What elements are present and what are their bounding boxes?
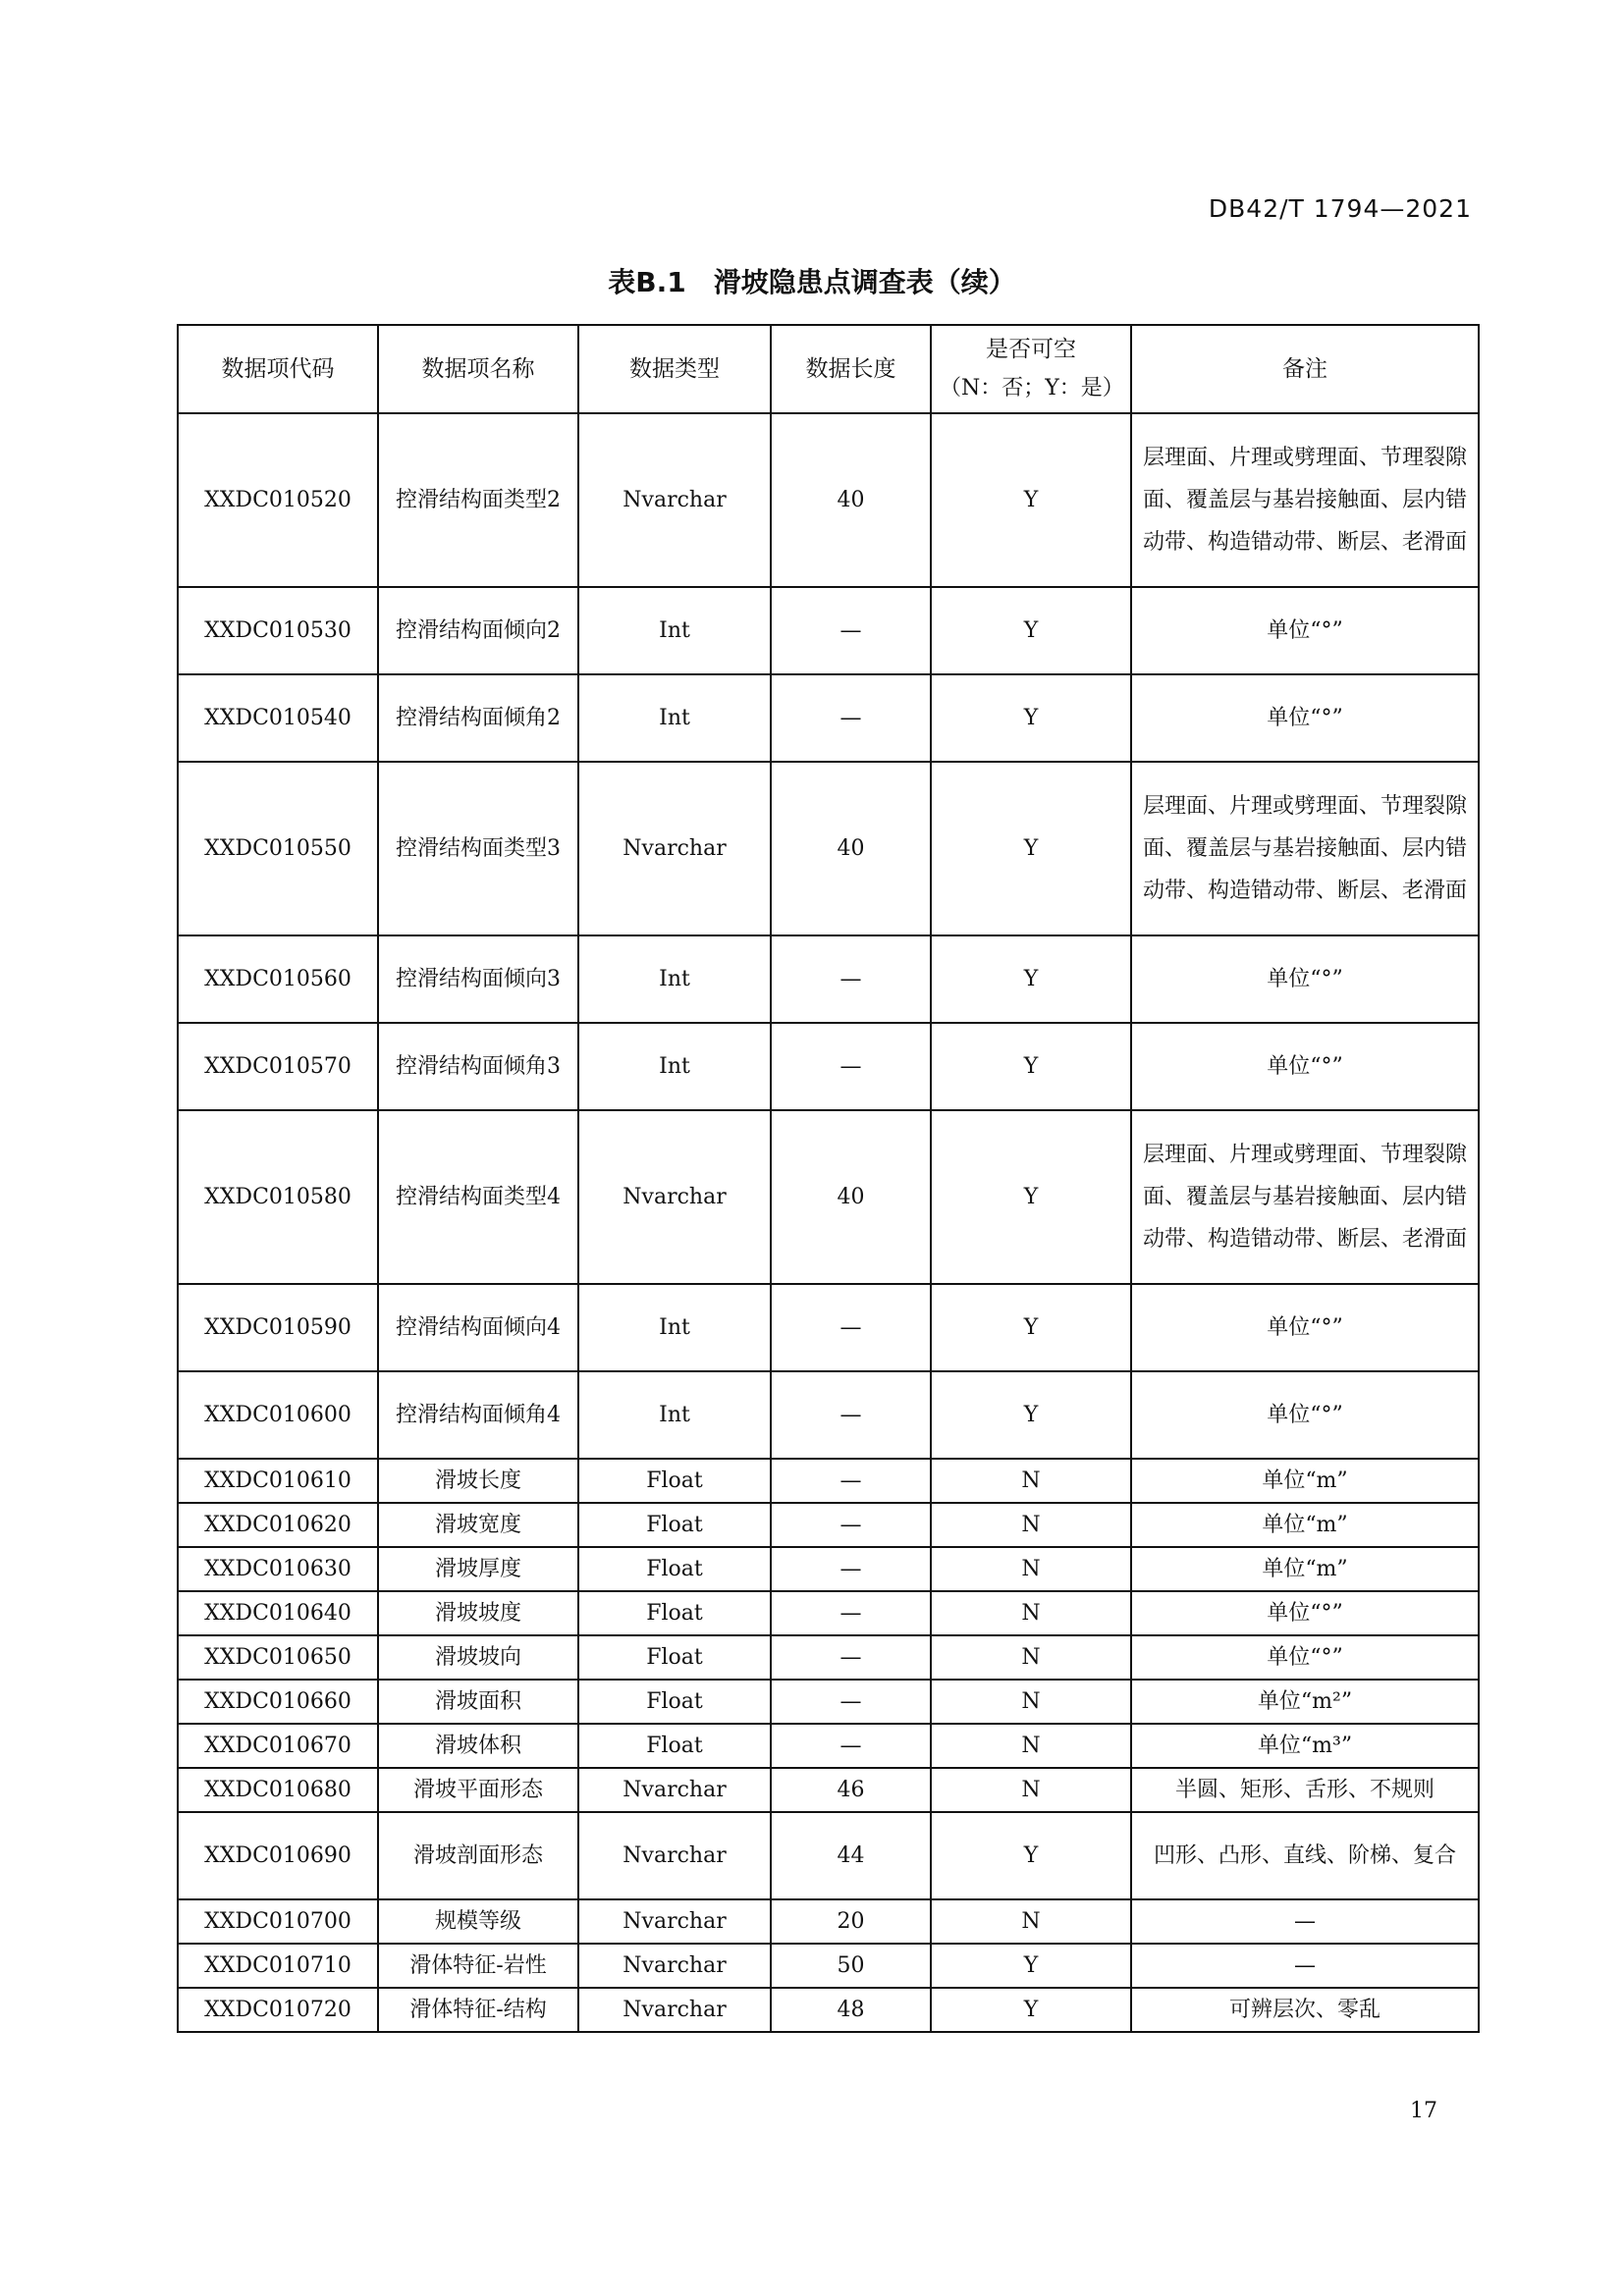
row-data-type: Float <box>578 1459 771 1503</box>
row-nullable: Y <box>931 1110 1131 1284</box>
table-row <box>178 1635 1479 1680</box>
row-data-length: 20 <box>771 1899 931 1944</box>
table-row <box>178 1724 1479 1768</box>
row-code: XXDC010600 <box>178 1371 378 1459</box>
row-remark: 单位“°” <box>1131 1284 1479 1371</box>
row-code: XXDC010620 <box>178 1503 378 1547</box>
row-code: XXDC010660 <box>178 1680 378 1724</box>
table-row <box>178 674 1479 762</box>
row-data-type: Int <box>578 1284 771 1371</box>
row-remark: 单位“°” <box>1131 674 1479 762</box>
row-nullable: Y <box>931 1988 1131 2032</box>
row-remark: 单位“m” <box>1131 1547 1479 1591</box>
row-code: XXDC010570 <box>178 1023 378 1110</box>
table-row <box>178 935 1479 1023</box>
nullable-header-note: （N：否；Y：是） <box>940 376 1124 400</box>
row-name: 滑坡长度 <box>378 1459 578 1503</box>
row-data-length: 48 <box>771 1988 931 2032</box>
row-name: 滑坡平面形态 <box>378 1768 578 1812</box>
row-nullable: Y <box>931 1284 1131 1371</box>
page-number: 17 <box>1410 2099 1437 2123</box>
row-nullable: Y <box>931 1371 1131 1459</box>
row-nullable: N <box>931 1635 1131 1680</box>
table-row <box>178 1812 1479 1899</box>
row-remark: 层理面、片理或劈理面、节理裂隙面、覆盖层与基岩接触面、层内错动带、构造错动带、断层、老滑面 <box>1131 1110 1479 1284</box>
row-code: XXDC010710 <box>178 1944 378 1988</box>
row-code: XXDC010630 <box>178 1547 378 1591</box>
table-row <box>178 762 1479 935</box>
row-data-type: Float <box>578 1547 771 1591</box>
row-remark: 单位“m²” <box>1131 1680 1479 1724</box>
row-name: 控滑结构面倾角2 <box>378 674 578 762</box>
table-row <box>178 1768 1479 1812</box>
row-nullable: N <box>931 1724 1131 1768</box>
table-row <box>178 1680 1479 1724</box>
row-data-type: Int <box>578 587 771 674</box>
row-remark: 单位“°” <box>1131 1591 1479 1635</box>
row-name: 滑坡体积 <box>378 1724 578 1768</box>
row-code: XXDC010540 <box>178 674 378 762</box>
row-code: XXDC010520 <box>178 413 378 587</box>
row-data-length: — <box>771 674 931 762</box>
column-header-length: 数据长度 <box>771 325 931 413</box>
row-code: XXDC010700 <box>178 1899 378 1944</box>
nullable-header-label: 是否可空 <box>986 337 1076 362</box>
row-nullable: N <box>931 1680 1131 1724</box>
row-data-type: Nvarchar <box>578 1768 771 1812</box>
row-remark: 凹形、凸形、直线、阶梯、复合 <box>1131 1812 1479 1899</box>
row-data-length: — <box>771 1284 931 1371</box>
row-remark: 半圆、矩形、舌形、不规则 <box>1131 1768 1479 1812</box>
table-row <box>178 1110 1479 1284</box>
row-data-type: Nvarchar <box>578 762 771 935</box>
row-data-type: Nvarchar <box>578 1988 771 2032</box>
row-code: XXDC010560 <box>178 935 378 1023</box>
row-name: 控滑结构面倾角4 <box>378 1371 578 1459</box>
row-data-length: 46 <box>771 1768 931 1812</box>
row-data-type: Float <box>578 1680 771 1724</box>
document-id: DB42/T 1794—2021 <box>1208 194 1472 223</box>
row-code: XXDC010610 <box>178 1459 378 1503</box>
row-data-type: Nvarchar <box>578 1899 771 1944</box>
row-data-type: Nvarchar <box>578 1944 771 1988</box>
row-data-length: — <box>771 1635 931 1680</box>
row-name: 控滑结构面倾向4 <box>378 1284 578 1371</box>
row-name: 控滑结构面类型3 <box>378 762 578 935</box>
row-remark: 层理面、片理或劈理面、节理裂隙面、覆盖层与基岩接触面、层内错动带、构造错动带、断层、老滑面 <box>1131 413 1479 587</box>
row-nullable: Y <box>931 935 1131 1023</box>
row-remark: 单位“m³” <box>1131 1724 1479 1768</box>
table-body <box>178 413 1479 2032</box>
row-nullable: Y <box>931 674 1131 762</box>
table-row <box>178 1459 1479 1503</box>
row-name: 规模等级 <box>378 1899 578 1944</box>
table-row <box>178 1023 1479 1110</box>
table-title: 表B.1 滑坡隐患点调查表（续） <box>608 266 1016 298</box>
row-name: 控滑结构面倾向3 <box>378 935 578 1023</box>
row-name: 滑体特征-结构 <box>378 1988 578 2032</box>
column-header-name: 数据项名称 <box>378 325 578 413</box>
row-data-length: 40 <box>771 762 931 935</box>
table-row <box>178 1547 1479 1591</box>
row-data-length: — <box>771 1371 931 1459</box>
row-code: XXDC010670 <box>178 1724 378 1768</box>
row-remark: 单位“m” <box>1131 1459 1479 1503</box>
row-data-length: — <box>771 587 931 674</box>
row-name: 滑坡宽度 <box>378 1503 578 1547</box>
row-name: 滑坡坡向 <box>378 1635 578 1680</box>
row-data-type: Nvarchar <box>578 1812 771 1899</box>
row-data-type: Float <box>578 1724 771 1768</box>
row-data-type: Int <box>578 1371 771 1459</box>
row-name: 控滑结构面类型2 <box>378 413 578 587</box>
row-nullable: Y <box>931 1023 1131 1110</box>
row-name: 滑坡厚度 <box>378 1547 578 1591</box>
row-remark: 单位“°” <box>1131 1023 1479 1110</box>
table-row <box>178 1899 1479 1944</box>
row-remark: 可辨层次、零乱 <box>1131 1988 1479 2032</box>
landslide-survey-table <box>177 324 1480 2033</box>
row-data-type: Float <box>578 1503 771 1547</box>
table-row <box>178 1284 1479 1371</box>
row-data-length: 40 <box>771 413 931 587</box>
row-data-length: — <box>771 1724 931 1768</box>
row-remark: 单位“m” <box>1131 1503 1479 1547</box>
table-header-row <box>178 325 1479 413</box>
row-data-length: — <box>771 1680 931 1724</box>
row-data-length: — <box>771 1459 931 1503</box>
row-remark: 单位“°” <box>1131 1371 1479 1459</box>
row-nullable: N <box>931 1459 1131 1503</box>
row-data-length: — <box>771 1503 931 1547</box>
table-row <box>178 1591 1479 1635</box>
row-code: XXDC010640 <box>178 1591 378 1635</box>
table-row <box>178 1503 1479 1547</box>
row-data-length: 44 <box>771 1812 931 1899</box>
row-nullable: N <box>931 1899 1131 1944</box>
row-remark: — <box>1131 1899 1479 1944</box>
table-row <box>178 1988 1479 2032</box>
row-code: XXDC010720 <box>178 1988 378 2032</box>
row-remark: 单位“°” <box>1131 1635 1479 1680</box>
table-row <box>178 1371 1479 1459</box>
row-nullable: N <box>931 1547 1131 1591</box>
row-code: XXDC010530 <box>178 587 378 674</box>
row-data-length: — <box>771 935 931 1023</box>
row-data-type: Int <box>578 935 771 1023</box>
row-data-type: Int <box>578 1023 771 1110</box>
row-code: XXDC010580 <box>178 1110 378 1284</box>
row-name: 滑坡坡度 <box>378 1591 578 1635</box>
row-data-length: — <box>771 1591 931 1635</box>
row-code: XXDC010690 <box>178 1812 378 1899</box>
row-data-type: Nvarchar <box>578 413 771 587</box>
row-remark: 单位“°” <box>1131 587 1479 674</box>
row-name: 控滑结构面类型4 <box>378 1110 578 1284</box>
row-nullable: N <box>931 1768 1131 1812</box>
row-name: 滑坡剖面形态 <box>378 1812 578 1899</box>
table-row <box>178 413 1479 587</box>
row-nullable: N <box>931 1591 1131 1635</box>
row-nullable: N <box>931 1503 1131 1547</box>
row-data-type: Int <box>578 674 771 762</box>
table-row <box>178 587 1479 674</box>
row-name: 控滑结构面倾角3 <box>378 1023 578 1110</box>
row-data-type: Nvarchar <box>578 1110 771 1284</box>
row-nullable: Y <box>931 587 1131 674</box>
row-remark: — <box>1131 1944 1479 1988</box>
row-data-length: 50 <box>771 1944 931 1988</box>
row-remark: 层理面、片理或劈理面、节理裂隙面、覆盖层与基岩接触面、层内错动带、构造错动带、断层、老滑面 <box>1131 762 1479 935</box>
row-data-length: — <box>771 1547 931 1591</box>
row-code: XXDC010650 <box>178 1635 378 1680</box>
row-remark: 单位“°” <box>1131 935 1479 1023</box>
column-header-code: 数据项代码 <box>178 325 378 413</box>
row-nullable: Y <box>931 1812 1131 1899</box>
row-nullable: Y <box>931 762 1131 935</box>
row-name: 滑体特征-岩性 <box>378 1944 578 1988</box>
row-data-length: — <box>771 1023 931 1110</box>
row-data-type: Float <box>578 1635 771 1680</box>
row-code: XXDC010590 <box>178 1284 378 1371</box>
row-name: 滑坡面积 <box>378 1680 578 1724</box>
row-code: XXDC010680 <box>178 1768 378 1812</box>
row-name: 控滑结构面倾向2 <box>378 587 578 674</box>
column-header-nullable <box>931 325 1131 413</box>
table-row <box>178 1944 1479 1988</box>
row-code: XXDC010550 <box>178 762 378 935</box>
row-data-length: 40 <box>771 1110 931 1284</box>
row-nullable: Y <box>931 1944 1131 1988</box>
column-header-type: 数据类型 <box>578 325 771 413</box>
row-nullable: Y <box>931 413 1131 587</box>
column-header-remark: 备注 <box>1131 325 1479 413</box>
row-data-type: Float <box>578 1591 771 1635</box>
